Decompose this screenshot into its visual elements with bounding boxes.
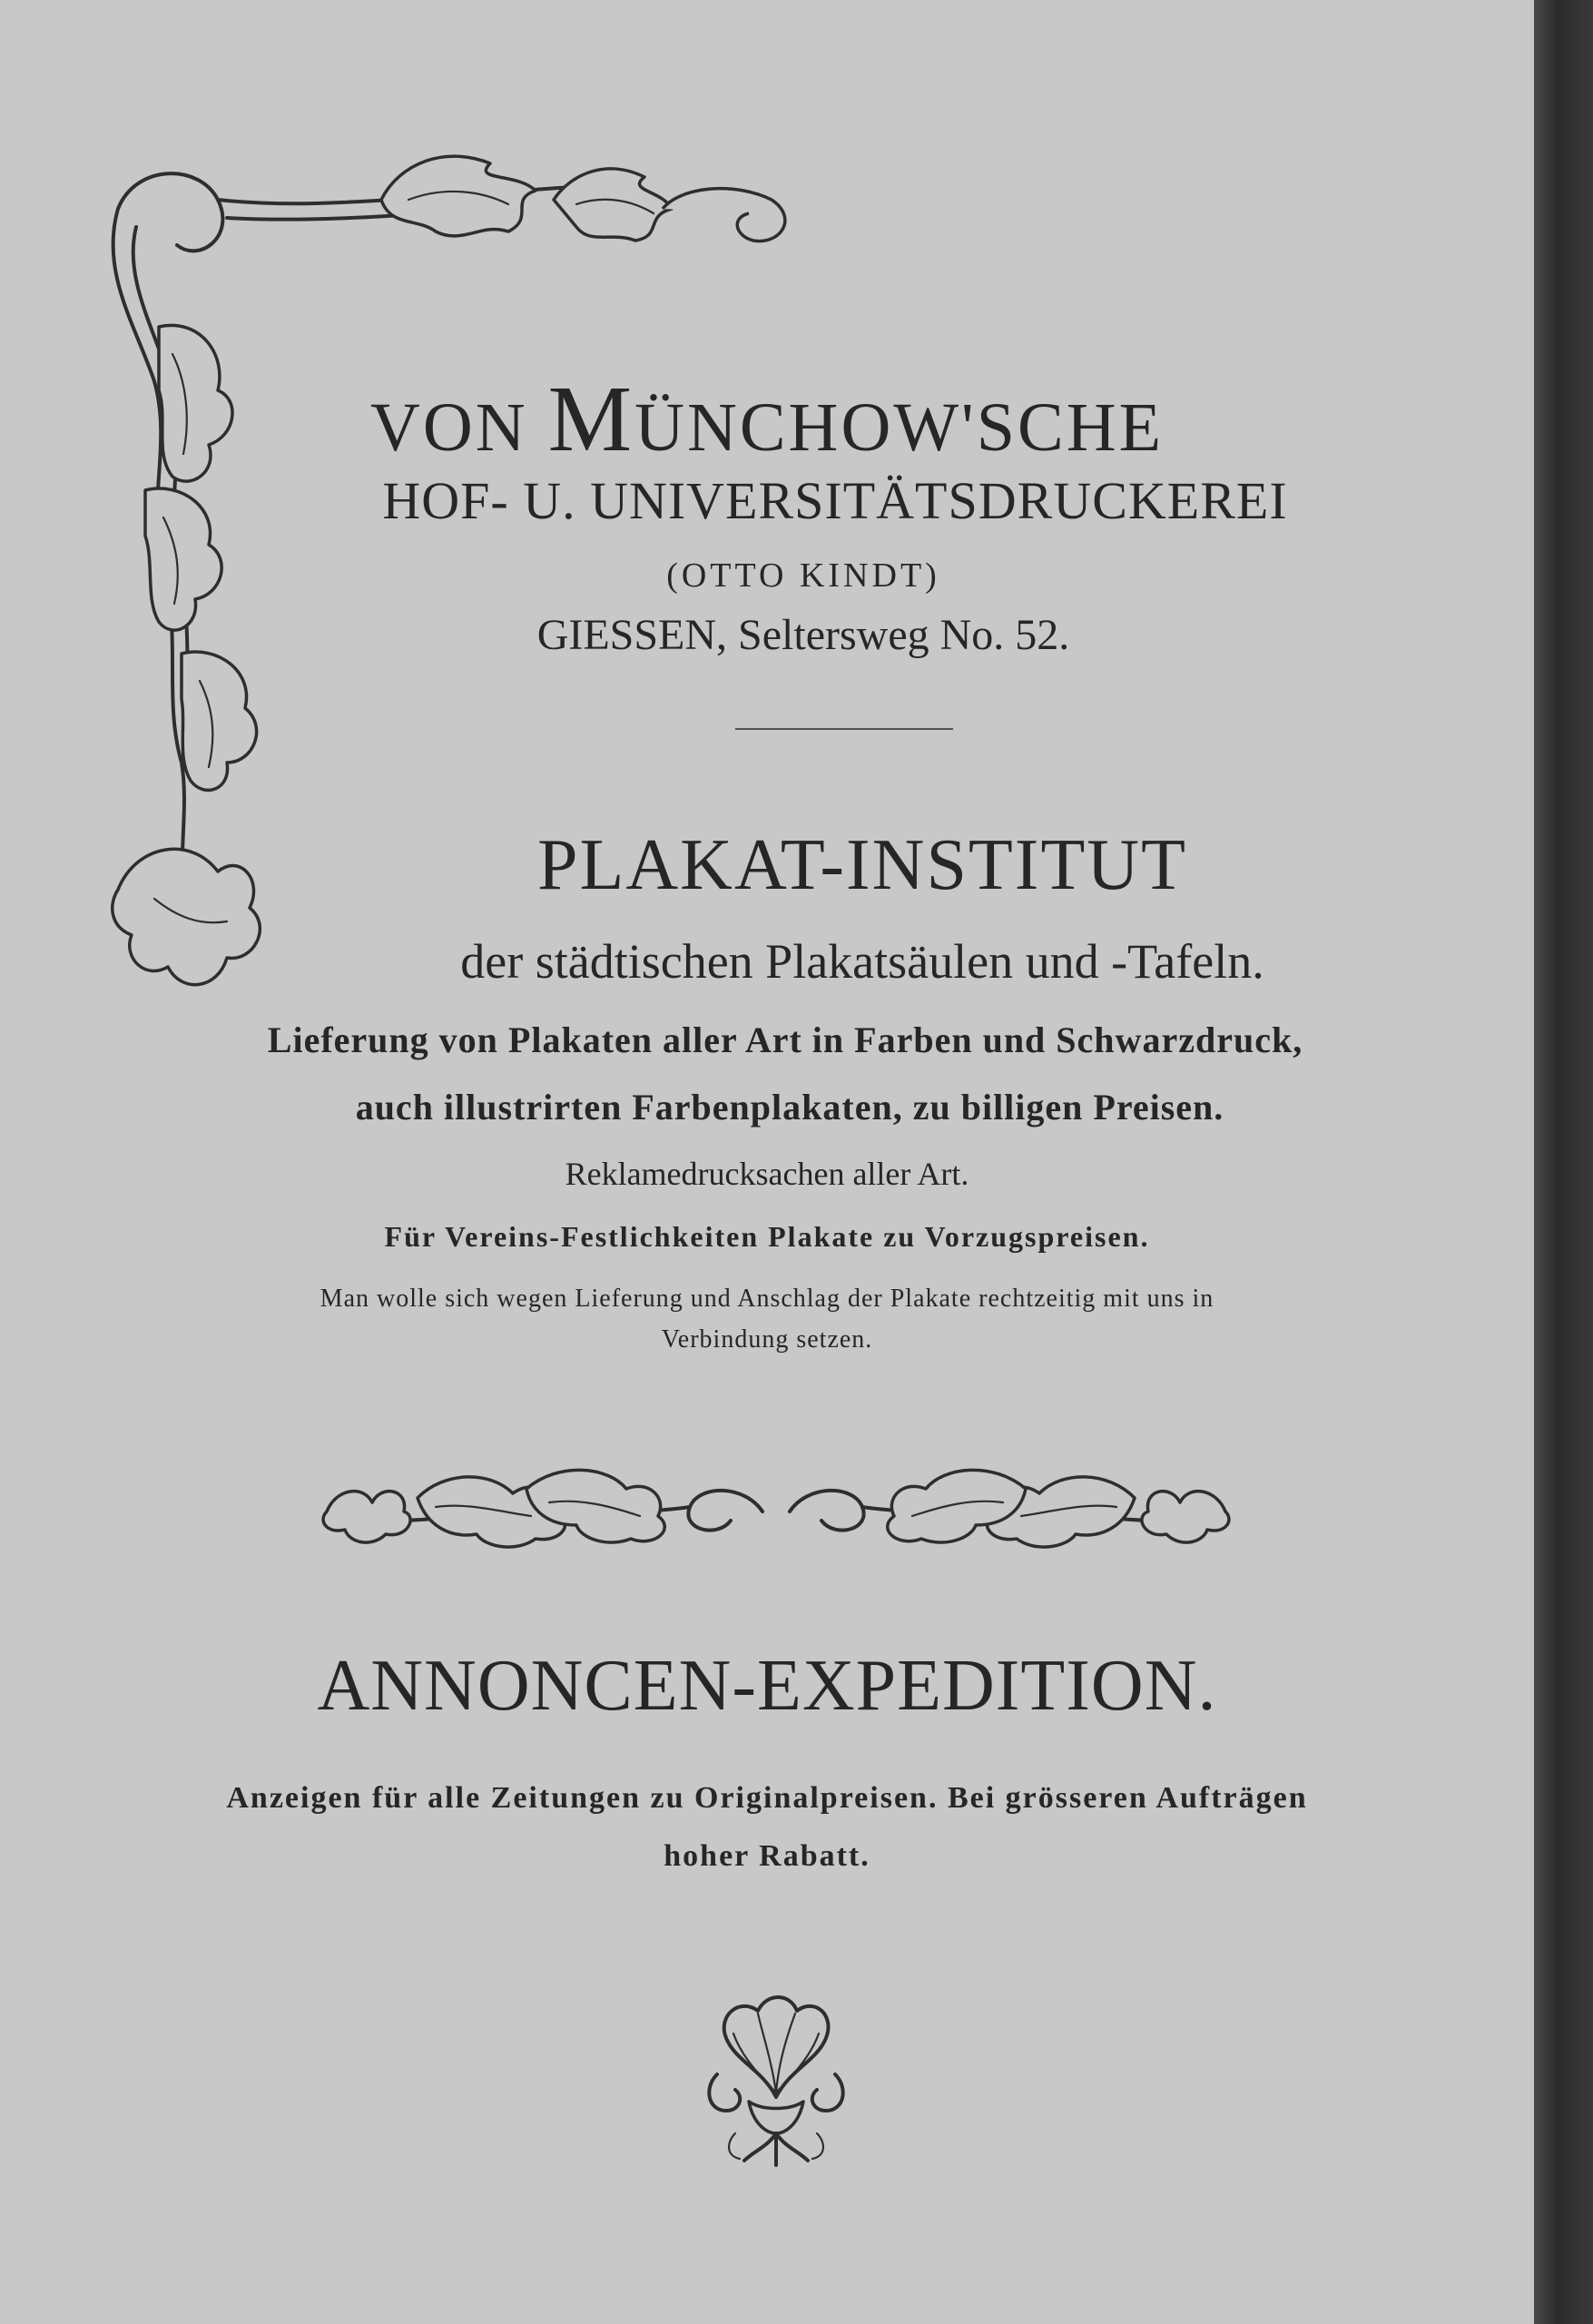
firm-prefix: VON xyxy=(369,389,548,466)
floral-vignette-icon xyxy=(699,1988,853,2170)
plakat-line-1: Lieferung von Plakaten aller Art in Farben und Schwarzdruck, xyxy=(267,1019,1303,1060)
owner-name: (OTTO KINDT) xyxy=(666,556,940,595)
plakat-institut-subtitle: der städtischen Plakatsäulen und -Tafeln. xyxy=(460,934,1264,989)
annoncen-line-2: hoher Rabatt. xyxy=(664,1839,870,1873)
section-divider-rule xyxy=(735,728,953,730)
firm-rest: ÜNCHOW'SCHE xyxy=(634,389,1165,466)
annoncen-expedition-title: ANNONCEN-EXPEDITION. xyxy=(317,1646,1217,1726)
reklame-line: Reklamedrucksachen aller Art. xyxy=(565,1156,969,1192)
book-spine-edge xyxy=(1534,0,1593,2324)
plakat-institut-title: PLAKAT-INSTITUT xyxy=(537,825,1187,905)
annoncen-line-1: Anzeigen für alle Zeitungen zu Originalpreisen. Bei grösseren Aufträgen xyxy=(226,1781,1308,1815)
firm-initial: M xyxy=(547,367,635,471)
vereine-line: Für Vereins-Festlichkeiten Plakate zu Vorzugspreisen. xyxy=(384,1220,1150,1253)
hint-line-1: Man wolle sich wegen Lieferung und Anschlag der Plakate rechtzeitig mit uns in xyxy=(320,1285,1214,1313)
acanthus-scroll-divider-icon xyxy=(318,1462,1234,1561)
hint-line-2: Verbindung setzen. xyxy=(661,1325,873,1354)
plakat-line-2: auch illustrirten Farbenplakaten, zu billigen Preisen. xyxy=(355,1087,1224,1128)
court-printer-title: HOF- U. UNIVERSITÄTSDRUCKEREI xyxy=(382,471,1288,530)
firm-name xyxy=(0,365,1534,473)
address: GIESSEN, Seltersweg No. 52. xyxy=(536,611,1070,659)
